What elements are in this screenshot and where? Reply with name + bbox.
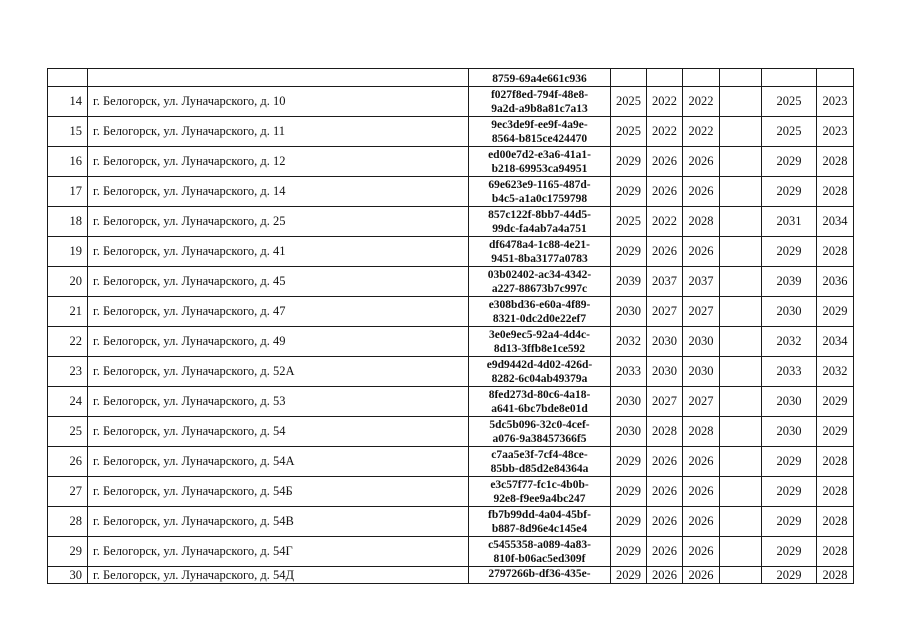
year-cell-4 <box>720 387 762 417</box>
year-cell-6: 2036 <box>817 267 854 297</box>
year-cell-1: 2029 <box>611 237 647 267</box>
address-cell: г. Белогорск, ул. Луначарского, д. 45 <box>88 267 469 297</box>
year-cell-4 <box>720 327 762 357</box>
address-cell: г. Белогорск, ул. Луначарского, д. 12 <box>88 147 469 177</box>
guid-cell <box>469 327 611 357</box>
year-cell-3: 2022 <box>683 87 720 117</box>
row-number: 16 <box>48 147 88 177</box>
year-cell-5: 2029 <box>762 447 817 477</box>
table-body <box>48 69 854 584</box>
year-cell-6: 2034 <box>817 207 854 237</box>
year-cell-3: 2026 <box>683 477 720 507</box>
guid-line-2: 85bb-d85d2e84364a <box>490 462 589 475</box>
table-row <box>48 69 854 87</box>
address-cell: г. Белогорск, ул. Луначарского, д. 47 <box>88 297 469 327</box>
year-cell-1: 2032 <box>611 327 647 357</box>
guid-line-2: 8d13-3ffb8e1ce592 <box>493 342 586 355</box>
year-cell-2: 2037 <box>647 267 683 297</box>
address-cell: г. Белогорск, ул. Луначарского, д. 54 <box>88 417 469 447</box>
year-cell-4 <box>720 147 762 177</box>
guid-cell <box>469 387 611 417</box>
table-row <box>48 297 854 327</box>
row-number: 17 <box>48 177 88 207</box>
guid-line-2: 810f-b06ac5ed309f <box>493 552 586 565</box>
address-cell: г. Белогорск, ул. Луначарского, д. 25 <box>88 207 469 237</box>
year-cell-1: 2030 <box>611 297 647 327</box>
year-cell-1: 2030 <box>611 417 647 447</box>
year-cell-4 <box>720 567 762 584</box>
table-row <box>48 87 854 117</box>
year-cell-5: 2032 <box>762 327 817 357</box>
table-row <box>48 507 854 537</box>
year-cell-4 <box>720 117 762 147</box>
year-cell-4 <box>720 87 762 117</box>
guid-line-2: b218-69953ca94951 <box>491 162 588 175</box>
guid-cell <box>469 357 611 387</box>
table-row <box>48 327 854 357</box>
year-cell-3 <box>683 69 720 87</box>
table-row <box>48 447 854 477</box>
buildings-table <box>47 68 854 584</box>
row-number: 24 <box>48 387 88 417</box>
year-cell-1: 2033 <box>611 357 647 387</box>
guid-cell <box>469 69 611 87</box>
guid-line-2: 8282-6c04ab49379a <box>491 372 588 385</box>
guid-line-2: 8564-b815ce424470 <box>491 132 588 145</box>
year-cell-3: 2030 <box>683 327 720 357</box>
guid-line-2: 99dc-fa4ab7a4a751 <box>492 222 587 235</box>
table-row <box>48 537 854 567</box>
year-cell-3: 2026 <box>683 177 720 207</box>
year-cell-3: 2026 <box>683 507 720 537</box>
table-row <box>48 477 854 507</box>
year-cell-6: 2023 <box>817 117 854 147</box>
year-cell-2: 2022 <box>647 117 683 147</box>
year-cell-2: 2028 <box>647 417 683 447</box>
year-cell-6: 2028 <box>817 477 854 507</box>
year-cell-6: 2023 <box>817 87 854 117</box>
year-cell-4 <box>720 177 762 207</box>
year-cell-2: 2027 <box>647 297 683 327</box>
year-cell-5: 2029 <box>762 477 817 507</box>
year-cell-1: 2029 <box>611 507 647 537</box>
address-cell <box>88 69 469 87</box>
guid-line-1: f027f8ed-794f-48e8- <box>490 88 589 101</box>
guid-line-1: fb7b99dd-4a04-45bf- <box>488 508 591 521</box>
row-number: 20 <box>48 267 88 297</box>
guid-cell <box>469 237 611 267</box>
year-cell-1: 2039 <box>611 267 647 297</box>
address-cell: г. Белогорск, ул. Луначарского, д. 53 <box>88 387 469 417</box>
address-cell: г. Белогорск, ул. Луначарского, д. 41 <box>88 237 469 267</box>
year-cell-3: 2026 <box>683 537 720 567</box>
address-cell: г. Белогорск, ул. Луначарского, д. 54А <box>88 447 469 477</box>
year-cell-2: 2030 <box>647 327 683 357</box>
year-cell-6: 2034 <box>817 327 854 357</box>
year-cell-2: 2026 <box>647 237 683 267</box>
year-cell-4 <box>720 69 762 87</box>
year-cell-3: 2027 <box>683 297 720 327</box>
year-cell-1: 2029 <box>611 447 647 477</box>
guid-cell <box>469 117 611 147</box>
year-cell-3: 2030 <box>683 357 720 387</box>
year-cell-1: 2029 <box>611 567 647 584</box>
row-number: 19 <box>48 237 88 267</box>
year-cell-5: 2025 <box>762 87 817 117</box>
year-cell-1: 2029 <box>611 177 647 207</box>
table-row <box>48 237 854 267</box>
row-number: 14 <box>48 87 88 117</box>
year-cell-4 <box>720 357 762 387</box>
year-cell-6: 2028 <box>817 177 854 207</box>
year-cell-2: 2026 <box>647 147 683 177</box>
year-cell-2: 2026 <box>647 477 683 507</box>
year-cell-1: 2029 <box>611 477 647 507</box>
year-cell-5 <box>762 69 817 87</box>
year-cell-2: 2030 <box>647 357 683 387</box>
guid-line-1: 8fed273d-80c6-4a18- <box>488 388 591 401</box>
guid-cell <box>469 267 611 297</box>
year-cell-2: 2022 <box>647 87 683 117</box>
guid-line-2: b887-8d96e4c145e4 <box>491 522 588 535</box>
year-cell-1: 2030 <box>611 387 647 417</box>
year-cell-4 <box>720 537 762 567</box>
row-number: 15 <box>48 117 88 147</box>
row-number: 27 <box>48 477 88 507</box>
row-number: 30 <box>48 567 88 584</box>
year-cell-1: 2029 <box>611 147 647 177</box>
year-cell-3: 2028 <box>683 207 720 237</box>
row-number: 23 <box>48 357 88 387</box>
year-cell-2: 2022 <box>647 207 683 237</box>
year-cell-3: 2037 <box>683 267 720 297</box>
year-cell-2: 2026 <box>647 507 683 537</box>
table-row <box>48 117 854 147</box>
guid-line-1: 9ec3de9f-ee9f-4a9e- <box>491 118 588 131</box>
guid-line-1: 69e623e9-1165-487d- <box>488 178 591 191</box>
address-cell: г. Белогорск, ул. Луначарского, д. 52А <box>88 357 469 387</box>
year-cell-5: 2030 <box>762 387 817 417</box>
year-cell-3: 2026 <box>683 237 720 267</box>
guid-line-1: e308bd36-e60a-4f89- <box>488 298 591 311</box>
year-cell-6: 2028 <box>817 447 854 477</box>
year-cell-4 <box>720 297 762 327</box>
guid-line-1: df6478a4-1c88-4e21- <box>489 238 590 251</box>
year-cell-2: 2026 <box>647 567 683 584</box>
row-number: 22 <box>48 327 88 357</box>
year-cell-6: 2028 <box>817 507 854 537</box>
guid-cell <box>469 297 611 327</box>
year-cell-5: 2025 <box>762 117 817 147</box>
guid-cell <box>469 537 611 567</box>
table-row <box>48 177 854 207</box>
year-cell-6: 2029 <box>817 417 854 447</box>
year-cell-6: 2028 <box>817 237 854 267</box>
year-cell-5: 2029 <box>762 537 817 567</box>
address-cell: г. Белогорск, ул. Луначарского, д. 11 <box>88 117 469 147</box>
year-cell-3: 2022 <box>683 117 720 147</box>
guid-line-2: 92e8-f9ee9a4bc247 <box>493 492 586 505</box>
row-number: 18 <box>48 207 88 237</box>
year-cell-1: 2025 <box>611 207 647 237</box>
row-number: 28 <box>48 507 88 537</box>
year-cell-2: 2026 <box>647 447 683 477</box>
address-cell: г. Белогорск, ул. Луначарского, д. 54Б <box>88 477 469 507</box>
guid-line-2: a641-6bc7bde8e01d <box>491 402 588 415</box>
year-cell-5: 2029 <box>762 567 817 584</box>
year-cell-3: 2026 <box>683 567 720 584</box>
table-row <box>48 207 854 237</box>
guid-line-1: e9d9442d-4d02-426d- <box>486 358 593 371</box>
year-cell-1 <box>611 69 647 87</box>
guid-line-1: 2797266b-df36-435e- <box>488 568 591 580</box>
guid-line-2: a076-9a38457366f5 <box>492 432 587 445</box>
year-cell-6: 2028 <box>817 147 854 177</box>
table-row <box>48 147 854 177</box>
guid-cell <box>469 447 611 477</box>
guid-line-2: b4c5-a1a0c1759798 <box>491 192 588 205</box>
guid-line-1: 03b02402-ac34-4342- <box>487 268 592 281</box>
guid-cell <box>469 87 611 117</box>
guid-cell <box>469 507 611 537</box>
guid-line-1: ed00e7d2-e3a6-41a1- <box>488 148 591 161</box>
year-cell-5: 2030 <box>762 297 817 327</box>
year-cell-3: 2028 <box>683 417 720 447</box>
guid-cell <box>469 477 611 507</box>
year-cell-4 <box>720 477 762 507</box>
year-cell-6: 2029 <box>817 387 854 417</box>
table-row <box>48 357 854 387</box>
guid-line-1: 857c122f-8bb7-44d5- <box>488 208 591 221</box>
year-cell-4 <box>720 507 762 537</box>
address-cell: г. Белогорск, ул. Луначарского, д. 54В <box>88 507 469 537</box>
year-cell-5: 2033 <box>762 357 817 387</box>
guid-line-2: a227-88673b7c997c <box>491 282 588 295</box>
guid-cell <box>469 147 611 177</box>
guid-line-1: c7aa5e3f-7cf4-48ce- <box>491 448 588 461</box>
row-number: 26 <box>48 447 88 477</box>
year-cell-4 <box>720 447 762 477</box>
address-cell: г. Белогорск, ул. Луначарского, д. 49 <box>88 327 469 357</box>
row-number: 21 <box>48 297 88 327</box>
guid-line-1: c5455358-a089-4a83- <box>488 538 591 551</box>
year-cell-2: 2027 <box>647 387 683 417</box>
year-cell-4 <box>720 207 762 237</box>
year-cell-6: 2028 <box>817 537 854 567</box>
address-cell: г. Белогорск, ул. Луначарского, д. 54Г <box>88 537 469 567</box>
year-cell-5: 2039 <box>762 267 817 297</box>
address-cell: г. Белогорск, ул. Луначарского, д. 54Д <box>88 567 469 584</box>
table-row <box>48 417 854 447</box>
guid-line-1: 3e0e9ec5-92a4-4d4c- <box>489 328 590 341</box>
year-cell-1: 2025 <box>611 117 647 147</box>
year-cell-6: 2028 <box>817 567 854 584</box>
year-cell-2 <box>647 69 683 87</box>
guid-cell <box>469 177 611 207</box>
guid-line-2: 8321-0dc2d0e22ef7 <box>492 312 587 325</box>
guid-cell <box>469 567 611 584</box>
year-cell-3: 2026 <box>683 447 720 477</box>
row-number <box>48 69 88 87</box>
year-cell-1: 2025 <box>611 87 647 117</box>
address-cell: г. Белогорск, ул. Луначарского, д. 10 <box>88 87 469 117</box>
guid-cell <box>469 207 611 237</box>
year-cell-6: 2029 <box>817 297 854 327</box>
guid-line-1: 5dc5b096-32c0-4cef- <box>489 418 590 431</box>
guid-line-2: 9451-8ba3177a0783 <box>491 252 588 265</box>
year-cell-3: 2027 <box>683 387 720 417</box>
year-cell-5: 2031 <box>762 207 817 237</box>
year-cell-2: 2026 <box>647 177 683 207</box>
year-cell-5: 2029 <box>762 507 817 537</box>
year-cell-4 <box>720 417 762 447</box>
year-cell-6: 2032 <box>817 357 854 387</box>
year-cell-2: 2026 <box>647 537 683 567</box>
year-cell-5: 2029 <box>762 237 817 267</box>
table-row <box>48 387 854 417</box>
year-cell-5: 2030 <box>762 417 817 447</box>
year-cell-3: 2026 <box>683 147 720 177</box>
guid-line-2: 8759-69a4e661c936 <box>492 73 587 85</box>
table-row <box>48 567 854 584</box>
row-number: 29 <box>48 537 88 567</box>
row-number: 25 <box>48 417 88 447</box>
year-cell-5: 2029 <box>762 177 817 207</box>
year-cell-4 <box>720 267 762 297</box>
year-cell-1: 2029 <box>611 537 647 567</box>
guid-cell <box>469 417 611 447</box>
year-cell-5: 2029 <box>762 147 817 177</box>
guid-line-1: e3c57f77-fc1c-4b0b- <box>490 478 589 491</box>
year-cell-4 <box>720 237 762 267</box>
table-row <box>48 267 854 297</box>
year-cell-6 <box>817 69 854 87</box>
guid-line-2: 9a2d-a9b8a81c7a13 <box>491 102 588 115</box>
address-cell: г. Белогорск, ул. Луначарского, д. 14 <box>88 177 469 207</box>
